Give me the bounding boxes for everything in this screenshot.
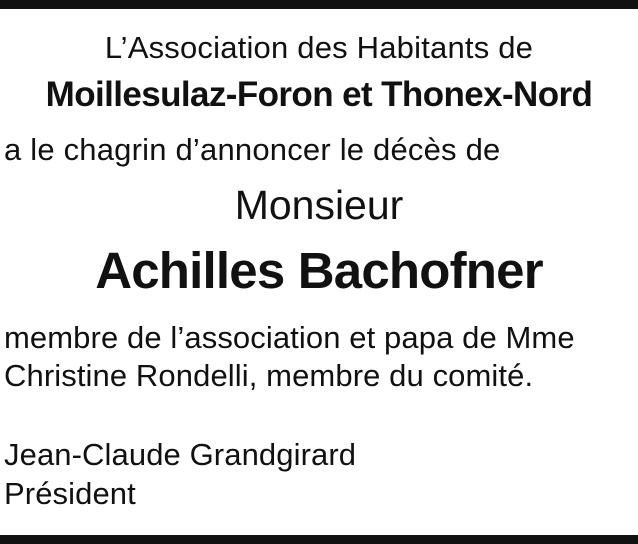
organization-intro: L’Association des Habitants de	[104, 30, 534, 65]
signatory-name: Jean-Claude Grandgirard	[4, 437, 357, 472]
deceased-name: Achilles Bachofner	[95, 242, 543, 299]
description-line-1: membre de l’association et papa de Mme	[4, 320, 575, 355]
bottom-border-rule	[0, 535, 638, 544]
salutation: Monsieur	[234, 182, 404, 228]
organization-name: Moillesulaz-Foron et Thonex-Nord	[45, 75, 593, 114]
signatory-role: Président	[4, 476, 136, 511]
description-line-2: Christine Rondelli, membre du comité.	[4, 358, 534, 393]
announcement-text: a le chagrin d’annoncer le décès de	[4, 132, 501, 167]
